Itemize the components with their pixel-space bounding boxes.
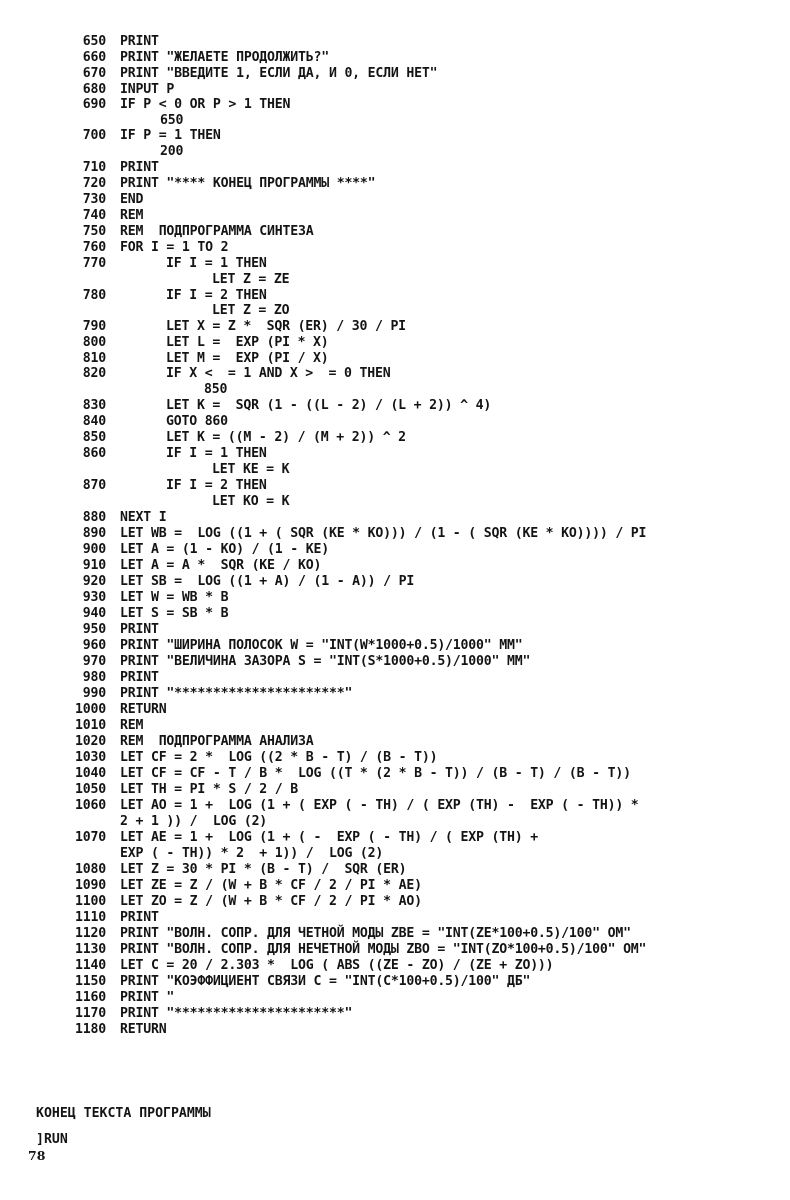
code-text: LET L = EXP (PI * X) <box>166 335 329 350</box>
code-line <box>0 830 790 846</box>
code-line <box>0 366 790 382</box>
code-line <box>0 990 790 1006</box>
code-text: PRINT "КОЭФФИЦИЕНТ СВЯЗИ C = "INT(C*100+0.5)/100" ДБ" <box>120 974 531 989</box>
line-number: 1010 <box>75 718 106 733</box>
code-line <box>0 814 790 830</box>
page-number: 78 <box>28 1148 46 1163</box>
line-number: 1120 <box>75 926 106 941</box>
code-line <box>0 288 790 304</box>
code-line <box>0 50 790 66</box>
line-number: 1160 <box>75 990 106 1005</box>
code-line <box>0 638 790 654</box>
code-line <box>0 526 790 542</box>
code-text: IF I = 1 THEN <box>166 446 267 461</box>
code-text: LET C = 20 / 2.303 * LOG ( ABS ((ZE - ZO) / (ZE + ZO))) <box>120 958 554 973</box>
code-line <box>0 798 790 814</box>
line-number: 1020 <box>75 734 106 749</box>
line-number: 920 <box>82 574 106 589</box>
line-number: 1100 <box>75 894 106 909</box>
code-line <box>0 590 790 606</box>
line-number: 860 <box>82 446 106 461</box>
line-number: 1060 <box>75 798 106 813</box>
code-line <box>0 846 790 862</box>
code-text: PRINT "ВОЛН. СОПР. ДЛЯ НЕЧЕТНОЙ МОДЫ ZBO = "INT(ZO*100+0.5)/100" ОМ" <box>120 942 647 957</box>
code-line <box>0 224 790 240</box>
line-number: 650 <box>82 34 106 49</box>
line-number: 660 <box>82 50 106 65</box>
code-text: IF I = 1 THEN <box>166 256 267 271</box>
code-line <box>0 974 790 990</box>
code-text: PRINT "ВВЕДИТЕ 1, ЕСЛИ ДА, И 0, ЕСЛИ НЕТ" <box>120 66 438 81</box>
code-line <box>0 734 790 750</box>
code-line <box>0 654 790 670</box>
run-command: ]RUN <box>36 1132 68 1147</box>
code-text: INPUT P <box>120 82 175 97</box>
line-number: 1180 <box>75 1022 106 1037</box>
code-line <box>0 1006 790 1022</box>
code-text: PRINT "**** КОНЕЦ ПРОГРАММЫ ****" <box>120 176 376 191</box>
code-text: LET CF = 2 * LOG ((2 * B - T) / (B - T)) <box>120 750 438 765</box>
line-number: 710 <box>82 160 106 175</box>
line-number: 990 <box>82 686 106 701</box>
code-line <box>0 942 790 958</box>
line-number: 850 <box>82 430 106 445</box>
code-text: LET A = (1 - KO) / (1 - KE) <box>120 542 329 557</box>
line-number: 740 <box>82 208 106 223</box>
line-number: 1140 <box>75 958 106 973</box>
line-number: 1150 <box>75 974 106 989</box>
line-number: 770 <box>82 256 106 271</box>
code-text: 850 <box>204 382 228 397</box>
code-text: LET ZO = Z / (W + B * CF / 2 / PI * AO) <box>120 894 422 909</box>
code-line <box>0 208 790 224</box>
code-line <box>0 558 790 574</box>
line-number: 780 <box>82 288 106 303</box>
code-line <box>0 256 790 272</box>
code-line <box>0 958 790 974</box>
code-text: 200 <box>160 144 184 159</box>
line-number: 840 <box>82 414 106 429</box>
code-line <box>0 622 790 638</box>
line-number: 870 <box>82 478 106 493</box>
line-number: 950 <box>82 622 106 637</box>
code-line <box>0 176 790 192</box>
code-text: NEXT I <box>120 510 167 525</box>
code-text: EXP ( - TH)) * 2 + 1)) / LOG (2) <box>120 846 384 861</box>
code-text: IF X < = 1 AND X > = 0 THEN <box>166 366 391 381</box>
code-line <box>0 113 790 129</box>
end-of-program-text: КОНЕЦ ТЕКСТА ПРОГРАММЫ <box>36 1106 211 1121</box>
code-text: REM <box>120 208 144 223</box>
code-line <box>0 910 790 926</box>
code-text: LET KO = K <box>212 494 290 509</box>
line-number: 930 <box>82 590 106 605</box>
code-line <box>0 750 790 766</box>
code-text: LET A = A * SQR (KE / KO) <box>120 558 322 573</box>
code-text: 650 <box>160 113 184 128</box>
code-line <box>0 160 790 176</box>
line-number: 830 <box>82 398 106 413</box>
code-text: PRINT "ЖЕЛАЕТЕ ПРОДОЛЖИТЬ?" <box>120 50 329 65</box>
code-line <box>0 192 790 208</box>
code-line <box>0 446 790 462</box>
code-line <box>0 702 790 718</box>
code-text: LET AO = 1 + LOG (1 + ( EXP ( - TH) / ( EXP (TH) - EXP ( - TH)) * <box>120 798 639 813</box>
line-number: 1110 <box>75 910 106 925</box>
code-text: IF P = 1 THEN <box>120 128 221 143</box>
code-line <box>0 240 790 256</box>
code-line <box>0 782 790 798</box>
code-text: PRINT "ВЕЛИЧИНА ЗАЗОРА S = "INT(S*1000+0.5)/1000" ММ" <box>120 654 531 669</box>
code-line <box>0 272 790 288</box>
code-text: RETURN <box>120 702 167 717</box>
line-number: 1000 <box>75 702 106 717</box>
code-line <box>0 494 790 510</box>
code-text: PRINT <box>120 910 159 925</box>
code-line <box>0 894 790 910</box>
code-text: PRINT <box>120 670 159 685</box>
line-number: 1080 <box>75 862 106 877</box>
code-text: IF I = 2 THEN <box>166 288 267 303</box>
code-text: PRINT "**********************" <box>120 1006 353 1021</box>
code-line <box>0 574 790 590</box>
code-text: LET SB = LOG ((1 + A) / (1 - A)) / PI <box>120 574 415 589</box>
line-number: 750 <box>82 224 106 239</box>
code-line <box>0 34 790 50</box>
line-number: 730 <box>82 192 106 207</box>
line-number: 1050 <box>75 782 106 797</box>
line-number: 690 <box>82 97 106 112</box>
code-line <box>0 462 790 478</box>
code-line <box>0 606 790 622</box>
code-line <box>0 542 790 558</box>
line-number: 680 <box>82 82 106 97</box>
code-line <box>0 718 790 734</box>
code-text: LET WB = LOG ((1 + ( SQR (KE * KO))) / (1 - ( SQR (KE * KO)))) / PI <box>120 526 647 541</box>
code-line <box>0 670 790 686</box>
code-text: REM <box>120 718 144 733</box>
code-line <box>0 510 790 526</box>
code-text: PRINT <box>120 160 159 175</box>
code-line <box>0 478 790 494</box>
code-text: LET K = SQR (1 - ((L - 2) / (L + 2)) ^ 4) <box>166 398 492 413</box>
line-number: 1170 <box>75 1006 106 1021</box>
code-line <box>0 382 790 398</box>
code-text: PRINT <box>120 622 159 637</box>
code-text: LET CF = CF - T / B * LOG ((T * (2 * B - T)) / (B - T) / (B - T)) <box>120 766 631 781</box>
line-number: 760 <box>82 240 106 255</box>
code-line <box>0 351 790 367</box>
code-text: LET X = Z * SQR (ER) / 30 / PI <box>166 319 406 334</box>
line-number: 940 <box>82 606 106 621</box>
code-text: RETURN <box>120 1022 167 1037</box>
line-number: 720 <box>82 176 106 191</box>
code-text: IF P < 0 OR P > 1 THEN <box>120 97 291 112</box>
line-number: 1130 <box>75 942 106 957</box>
code-text: PRINT "**********************" <box>120 686 353 701</box>
code-text: LET S = SB * B <box>120 606 229 621</box>
line-number: 670 <box>82 66 106 81</box>
code-text: LET ZE = Z / (W + B * CF / 2 / PI * AE) <box>120 878 422 893</box>
code-text: REM ПОДПРОГРАММА СИНТЕЗА <box>120 224 314 239</box>
code-text: LET M = EXP (PI / X) <box>166 351 329 366</box>
code-line <box>0 926 790 942</box>
line-number: 700 <box>82 128 106 143</box>
code-text: GOTO 860 <box>166 414 228 429</box>
code-line <box>0 878 790 894</box>
code-line <box>0 97 790 113</box>
line-number: 1040 <box>75 766 106 781</box>
code-text: LET Z = ZE <box>212 272 290 287</box>
code-text: LET AE = 1 + LOG (1 + ( - EXP ( - TH) / ( EXP (TH) + <box>120 830 538 845</box>
code-text: PRINT "ШИРИНА ПОЛОСОК W = "INT(W*1000+0.5)/1000" ММ" <box>120 638 523 653</box>
code-text: LET Z = ZO <box>212 303 290 318</box>
code-line <box>0 128 790 144</box>
line-number: 880 <box>82 510 106 525</box>
code-line <box>0 766 790 782</box>
code-text: REM ПОДПРОГРАММА АНАЛИЗА <box>120 734 314 749</box>
line-number: 790 <box>82 319 106 334</box>
code-line <box>0 1022 790 1038</box>
line-number: 960 <box>82 638 106 653</box>
code-text: PRINT "ВОЛН. СОПР. ДЛЯ ЧЕТНОЙ МОДЫ ZBE = "INT(ZE*100+0.5)/100" ОМ" <box>120 926 631 941</box>
code-line <box>0 144 790 160</box>
line-number: 800 <box>82 335 106 350</box>
code-line <box>0 66 790 82</box>
line-number: 900 <box>82 542 106 557</box>
code-line <box>0 335 790 351</box>
code-text: LET W = WB * B <box>120 590 229 605</box>
line-number: 890 <box>82 526 106 541</box>
code-text: END <box>120 192 144 207</box>
line-number: 810 <box>82 351 106 366</box>
code-text: PRINT " <box>120 990 175 1005</box>
code-line <box>0 82 790 98</box>
line-number: 1070 <box>75 830 106 845</box>
code-text: LET K = ((M - 2) / (M + 2)) ^ 2 <box>166 430 406 445</box>
code-line <box>0 398 790 414</box>
code-text: LET KE = K <box>212 462 290 477</box>
code-line <box>0 319 790 335</box>
line-number: 1030 <box>75 750 106 765</box>
code-text: 2 + 1 )) / LOG (2) <box>120 814 268 829</box>
code-text: LET Z = 30 * PI * (B - T) / SQR (ER) <box>120 862 407 877</box>
line-number: 980 <box>82 670 106 685</box>
code-text: FOR I = 1 TO 2 <box>120 240 229 255</box>
line-number: 820 <box>82 366 106 381</box>
code-line <box>0 862 790 878</box>
code-line <box>0 414 790 430</box>
line-number: 970 <box>82 654 106 669</box>
code-line <box>0 686 790 702</box>
code-text: PRINT <box>120 34 159 49</box>
code-text: LET TH = PI * S / 2 / B <box>120 782 299 797</box>
line-number: 910 <box>82 558 106 573</box>
code-line <box>0 303 790 319</box>
code-line <box>0 430 790 446</box>
line-number: 1090 <box>75 878 106 893</box>
code-text: IF I = 2 THEN <box>166 478 267 493</box>
